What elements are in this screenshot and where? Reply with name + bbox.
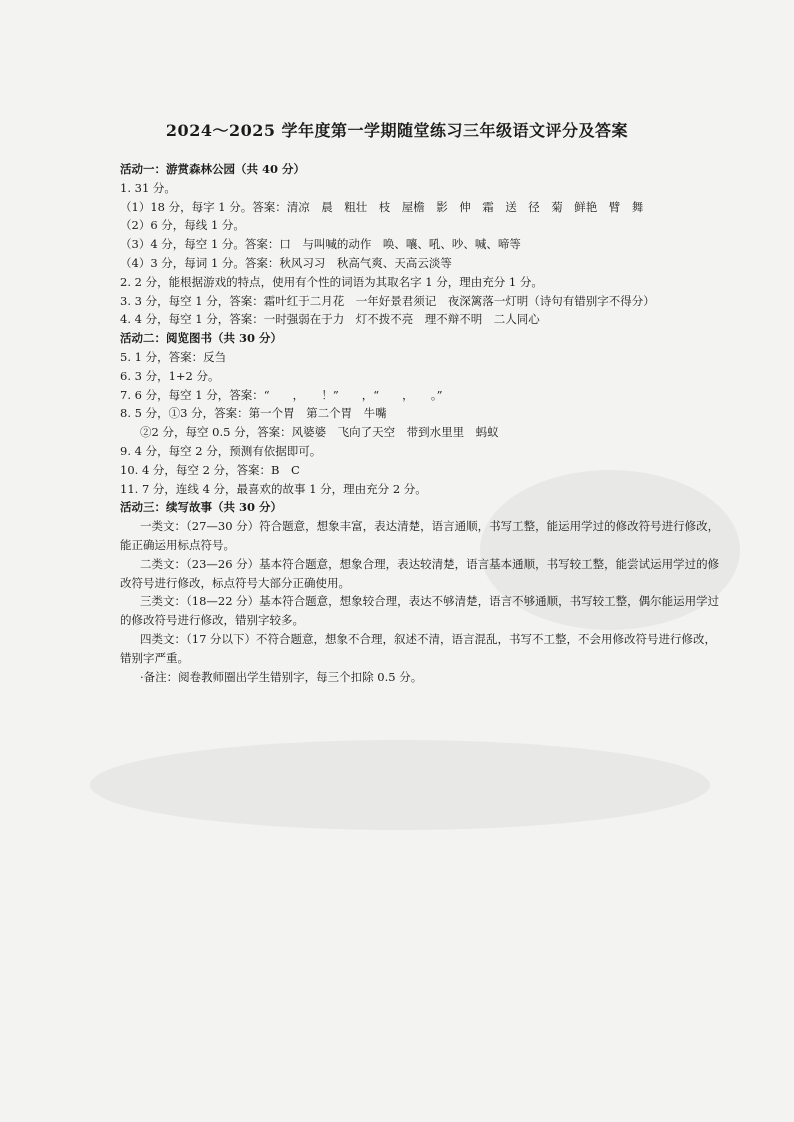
answer-line: 9. 4 分，每空 2 分，预测有依据即可。 bbox=[120, 443, 322, 458]
answer-line: 4. 4 分，每空 1 分，答案：一时强弱在于力 灯不拨不亮 理不辩不明 二人同心 bbox=[120, 312, 540, 327]
answer-line: 7. 6 分，每空 1 分，答案：“ ， ！” ，“ ， 。” bbox=[120, 387, 443, 402]
grading-criterion: ·备注：阅卷教师圈出学生错别字，每三个扣除 0.5 分。 bbox=[140, 669, 423, 684]
document-title: 2024～2025 学年度第一学期随堂练习三年级语文评分及答案 bbox=[165, 121, 629, 140]
answer-line: 1. 31 分。 bbox=[120, 180, 176, 195]
answer-line: （1）18 分，每字 1 分。答案：清凉 晨 粗壮 枝 屋檐 影 伸 霜 送 径 菊 鲜艳 臂 舞 bbox=[120, 199, 644, 214]
grading-criterion: 四类文：（17 分以下）不符合题意，想象不合理，叙述不清，语言混乱，书写不工整，不会用修改符号进行修改，错别字严重。 bbox=[120, 631, 717, 665]
answer-line: 6. 3 分，1+2 分。 bbox=[120, 368, 220, 383]
answer-line: （2）6 分，每线 1 分。 bbox=[120, 218, 245, 233]
answer-line: 10. 4 分，每空 2 分，答案：B C bbox=[120, 462, 300, 477]
grading-criterion: 二类文：（23—26 分）基本符合题意，想象合理，表达较清楚，语言基本通顺，书写较工整，能尝试运用学过的修改符号进行修改，标点符号大部分正确使用。 bbox=[120, 556, 720, 590]
answer-line: （3）4 分，每空 1 分。答案：口 与叫喊的动作 唤、嚷、吼、吵、喊、啼等 bbox=[120, 237, 521, 252]
answer-subline: ②2 分，每空 0.5 分，答案：风婆婆 飞向了天空 带到水里里 蚂蚁 bbox=[140, 425, 499, 440]
answer-line: 5. 1 分，答案：反刍 bbox=[120, 349, 227, 364]
answer-line: 2. 2 分，能根据游戏的特点，使用有个性的词语为其取名字 1 分，理由充分 1 分。 bbox=[120, 274, 543, 289]
answer-line: 11. 7 分，连线 4 分，最喜欢的故事 1 分，理由充分 2 分。 bbox=[120, 481, 427, 496]
grading-criterion: 三类文：（18—22 分）基本符合题意，想象较合理，表达不够清楚，语言不够通顺，书写较工整，偶尔能运用学过的修改符号进行修改，错别字较多。 bbox=[120, 594, 720, 628]
answer-line: 3. 3 分，每空 1 分，答案：霜叶红于二月花 一年好景君须记 夜深篱落一灯明（诗句有错别字不得分） bbox=[120, 293, 655, 308]
answer-line: 8. 5 分，①3 分，答案：第一个胃 第二个胃 牛嘴 bbox=[120, 406, 387, 421]
section-heading: 活动一：游赏森林公园（共 40 分） bbox=[120, 162, 306, 176]
answer-content bbox=[120, 160, 720, 686]
section-heading: 活动三：续写故事（共 30 分） bbox=[120, 500, 283, 515]
grading-criterion: 一类文：（27—30 分）符合题意，想象丰富，表达清楚，语言通顺，书写工整，能运用学过的修改符号进行修改，能正确运用标点符号。 bbox=[120, 519, 720, 552]
section-heading: 活动二：阅览图书（共 30 分） bbox=[120, 331, 283, 346]
scan-smudge bbox=[90, 740, 710, 830]
answer-line: （4）3 分，每词 1 分。答案：秋风习习 秋高气爽、天高云淡等 bbox=[120, 255, 452, 270]
